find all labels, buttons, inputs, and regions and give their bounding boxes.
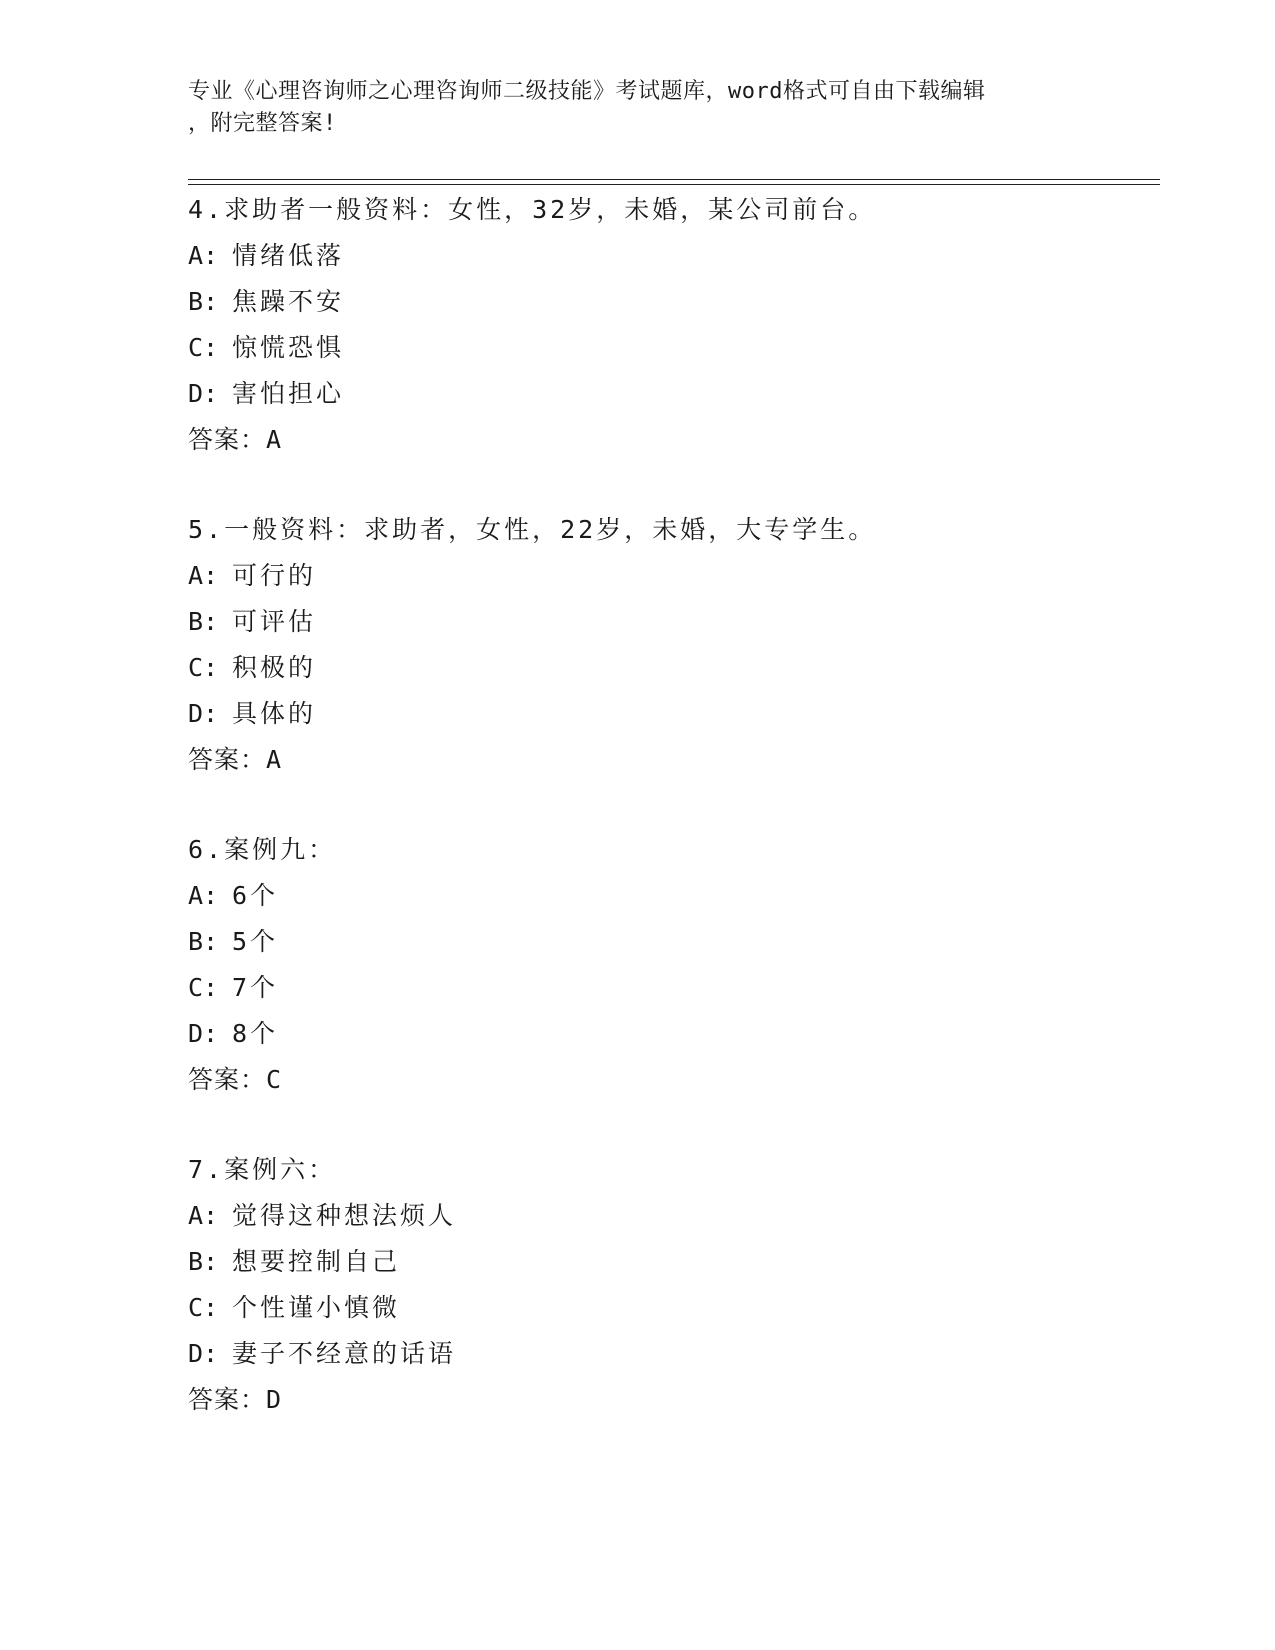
option-b — [188, 919, 1148, 965]
option-key: A: — [188, 881, 219, 910]
option-key: D: — [188, 1019, 219, 1048]
option-key: B: — [188, 287, 219, 316]
answer-value: C — [266, 1065, 283, 1094]
question-block — [188, 827, 1148, 1103]
option-key: C: — [188, 333, 219, 362]
question-stem: 6.案例九： — [188, 835, 337, 864]
option-a — [188, 553, 1148, 599]
answer-line — [188, 1377, 1148, 1423]
option-text: 7个 — [232, 973, 279, 1002]
question-block — [188, 507, 1148, 783]
option-key: C: — [188, 973, 219, 1002]
option-key: C: — [188, 653, 219, 682]
answer-label: 答案： — [188, 1385, 267, 1414]
option-text: 想要控制自己 — [232, 1247, 401, 1276]
option-d — [188, 691, 1148, 737]
option-text: 惊慌恐惧 — [232, 333, 345, 362]
question-block — [188, 1147, 1148, 1423]
answer-line — [188, 417, 1148, 463]
option-d — [188, 1331, 1148, 1377]
option-text: 害怕担心 — [232, 379, 345, 408]
option-text: 6个 — [232, 881, 279, 910]
answer-line — [188, 737, 1148, 783]
header-divider-bottom — [188, 184, 1160, 185]
option-text: 5个 — [232, 927, 279, 956]
question-stem: 5.一般资料：求助者，女性，22岁，未婚，大专学生。 — [188, 515, 877, 544]
option-text: 8个 — [232, 1019, 279, 1048]
answer-value: D — [266, 1385, 283, 1414]
question-block — [188, 187, 1148, 463]
option-key: A: — [188, 1201, 219, 1230]
option-a — [188, 1193, 1148, 1239]
answer-value: A — [266, 425, 283, 454]
option-b — [188, 279, 1148, 325]
option-c — [188, 1285, 1148, 1331]
option-d — [188, 1011, 1148, 1057]
option-text: 妻子不经意的话语 — [232, 1339, 457, 1368]
answer-line — [188, 1057, 1148, 1103]
option-key: B: — [188, 607, 219, 636]
option-key: D: — [188, 379, 219, 408]
option-text: 情绪低落 — [232, 241, 345, 270]
option-text: 具体的 — [232, 699, 317, 728]
option-b — [188, 599, 1148, 645]
option-key: C: — [188, 1293, 219, 1322]
header-line-2: ，附完整答案! — [188, 111, 337, 136]
option-text: 焦躁不安 — [232, 287, 345, 316]
option-b — [188, 1239, 1148, 1285]
answer-label: 答案： — [188, 425, 267, 454]
answer-label: 答案： — [188, 1065, 267, 1094]
header-divider-top — [188, 179, 1160, 180]
option-key: D: — [188, 699, 219, 728]
option-d — [188, 371, 1148, 417]
option-key: A: — [188, 241, 219, 270]
option-key: B: — [188, 1247, 219, 1276]
question-stem: 4.求助者一般资料：女性，32岁，未婚，某公司前台。 — [188, 195, 877, 224]
question-stem: 7.案例六： — [188, 1155, 337, 1184]
option-text: 觉得这种想法烦人 — [232, 1201, 457, 1230]
answer-label: 答案： — [188, 745, 267, 774]
option-text: 可评估 — [232, 607, 317, 636]
answer-value: A — [266, 745, 283, 774]
option-text: 个性谨小慎微 — [232, 1293, 401, 1322]
option-c — [188, 965, 1148, 1011]
header-line-1: 专业《心理咨询师之心理咨询师二级技能》考试题库，word格式可自由下载编辑 — [188, 79, 986, 104]
option-text: 可行的 — [232, 561, 317, 590]
option-key: A: — [188, 561, 219, 590]
option-text: 积极的 — [232, 653, 317, 682]
option-c — [188, 645, 1148, 691]
option-a — [188, 233, 1148, 279]
option-key: B: — [188, 927, 219, 956]
document-header — [188, 76, 1068, 140]
option-a — [188, 873, 1148, 919]
option-c — [188, 325, 1148, 371]
option-key: D: — [188, 1339, 219, 1368]
